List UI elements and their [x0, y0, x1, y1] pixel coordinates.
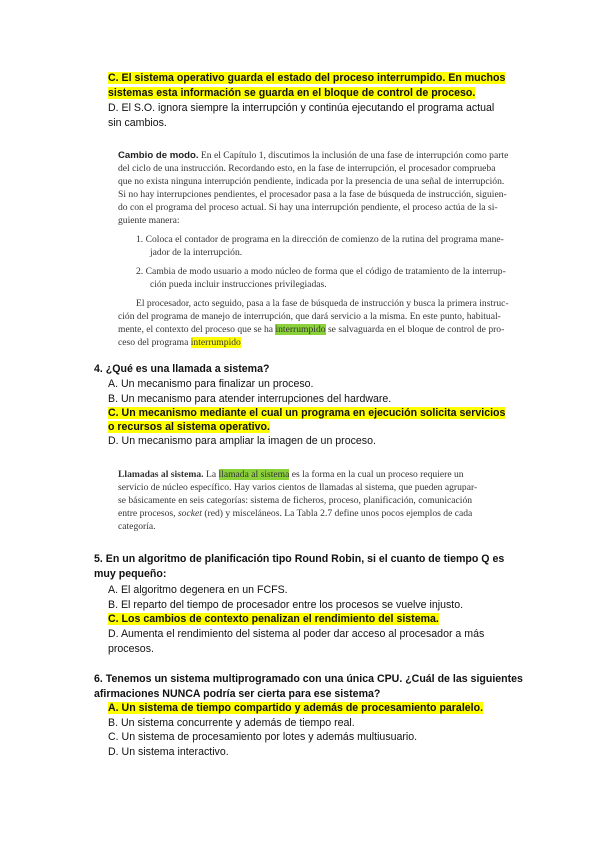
excerpt-line: mente, el contexto del proceso que se ha interrumpido se salvaguarda en el bloque de control de pro-: [118, 324, 505, 335]
option-d-line2: sin cambios.: [108, 117, 167, 129]
q6-option-b: B. Un sistema concurrente y además de tiempo real.: [108, 717, 355, 729]
question-5-line2: muy pequeño:: [94, 568, 167, 580]
q5-option-d-line2: procesos.: [108, 643, 154, 655]
question-5-line1: 5. En un algoritmo de planificación tipo Round Robin, si el cuanto de tiempo Q es: [94, 553, 505, 565]
excerpt-mode-switch-line1: Cambio de modo. En el Capítulo 1, discutimos la inclusión de una fase de interrupción como parte: [118, 150, 509, 161]
excerpt-line: ceso del programa interrumpido: [118, 337, 241, 348]
excerpt-list-item-1: 1. Coloca el contador de programa en la dirección de comienzo de la rutina del programa mane-: [136, 234, 504, 245]
excerpt-line: guiente manera:: [118, 215, 180, 226]
q4-option-d: D. Un mecanismo para ampliar la imagen de un proceso.: [108, 435, 376, 447]
q5-option-a: A. El algoritmo degenera en un FCFS.: [108, 584, 288, 596]
q6-option-d: D. Un sistema interactivo.: [108, 746, 229, 758]
question-6-line1: 6. Tenemos un sistema multiprogramado con una única CPU. ¿Cuál de las siguientes: [94, 673, 523, 685]
q4-option-c-line1: C. Un mecanismo mediante el cual un programa en ejecución solicita servicios: [108, 407, 506, 419]
excerpt-syscall-line1: Llamadas al sistema. La llamada al sistema es la forma en la cual un proceso requiere un: [118, 469, 464, 480]
excerpt-line: categoría.: [118, 521, 156, 532]
excerpt-line: ción del programa de manejo de interrupción, que dará servicio a la misma. En este punto, habitual-: [118, 311, 501, 322]
excerpt-line: servicio de núcleo específico. Hay varios cientos de llamadas al sistema, que pueden agrupar-: [118, 482, 478, 493]
q6-option-c: C. Un sistema de procesamiento por lotes y además multiusuario.: [108, 731, 418, 743]
q5-option-b: B. El reparto del tiempo de procesador entre los procesos se vuelve injusto.: [108, 599, 464, 611]
excerpt-line: entre procesos, socket (red) y misceláneos. La Tabla 2.7 define unos pocos ejemplos de cada: [118, 508, 473, 519]
excerpt-list-item-2-cont: ción pueda incluir instrucciones privilegiadas.: [150, 279, 327, 290]
q5-option-c: C. Los cambios de contexto penalizan el rendimiento del sistema.: [108, 613, 439, 625]
q4-option-c-line2: o recursos al sistema operativo.: [108, 421, 270, 433]
q4-option-b: B. Un mecanismo para atender interrupciones del hardware.: [108, 393, 392, 405]
excerpt-line: El procesador, acto seguido, pasa a la fase de búsqueda de instrucción y busca la primera instruc-: [136, 298, 509, 309]
option-c-line1: C. El sistema operativo guarda el estado del proceso interrumpido. En muchos: [108, 72, 506, 84]
option-c-line2: sistemas esta información se guarda en el bloque de control de proceso.: [108, 87, 476, 99]
q4-option-a: A. Un mecanismo para finalizar un proceso.: [108, 378, 314, 390]
question-6-line2: afirmaciones NUNCA podría ser cierta para ese sistema?: [94, 688, 381, 700]
excerpt-line: del ciclo de una instrucción. Recordando esto, en la fase de interrupción, el procesador comprueba: [118, 163, 496, 174]
highlighted-term: llamada al sistema: [218, 469, 290, 480]
q5-option-d-line1: D. Aumenta el rendimiento del sistema al poder dar acceso al procesador a más: [108, 628, 485, 640]
highlighted-word: interrumpido: [190, 337, 241, 348]
excerpt-line: que no exista ninguna interrupción pendiente, indicada por la presencia de una señal de interrupción.: [118, 176, 505, 187]
excerpt-list-item-2: 2. Cambia de modo usuario a modo núcleo de forma que el código de tratamiento de la interrup-: [136, 266, 506, 277]
highlighted-word: interrumpido: [275, 324, 326, 335]
q6-option-a: A. Un sistema de tiempo compartido y además de procesamiento paralelo.: [108, 702, 484, 714]
excerpt-list-item-1-cont: jador de la interrupción.: [150, 247, 243, 258]
excerpt-line: Si no hay interrupciones pendientes, el procesador pasa a la fase de búsqueda de instrucción, siguien-: [118, 189, 507, 200]
question-4: 4. ¿Qué es una llamada a sistema?: [94, 363, 270, 375]
excerpt-line: se básicamente en seis categorías: sistema de ficheros, proceso, planificación, comunicación: [118, 495, 473, 506]
option-d-line1: D. El S.O. ignora siempre la interrupción y continúa ejecutando el programa actual: [108, 102, 495, 114]
excerpt-line: do con el programa del proceso actual. Si hay una interrupción pendiente, el proceso actúa de la si-: [118, 202, 498, 213]
